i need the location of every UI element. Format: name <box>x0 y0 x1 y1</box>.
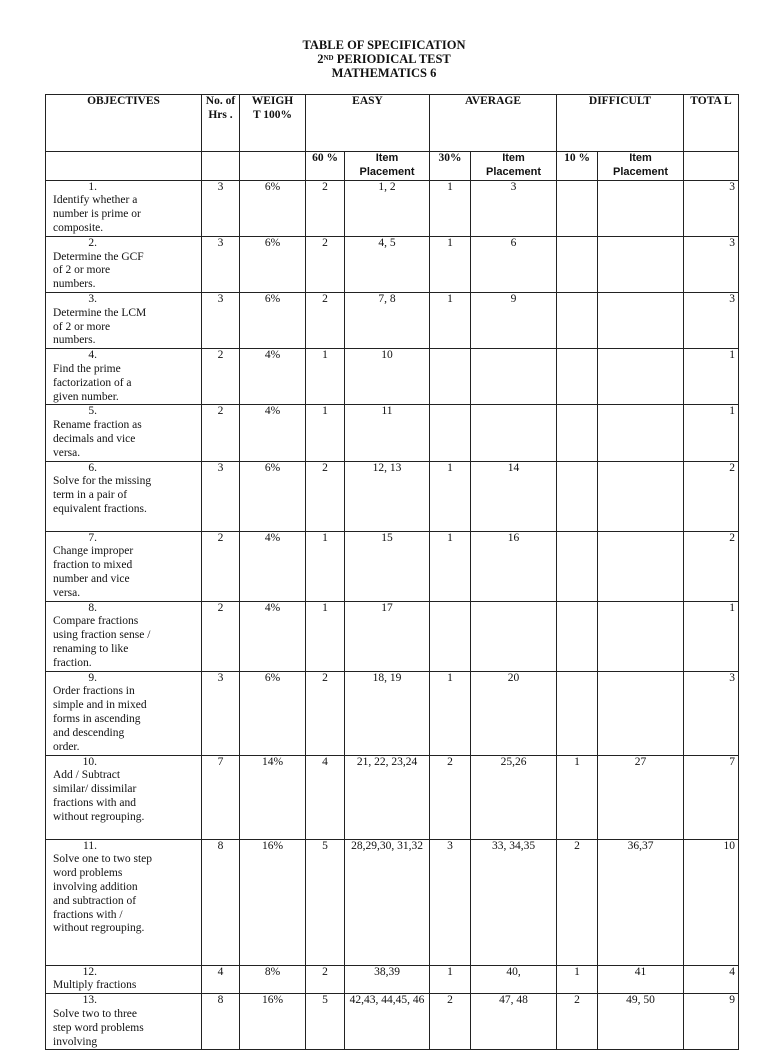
table-row <box>46 755 739 839</box>
difficult-items-cell: 36,37 <box>598 839 684 965</box>
easy-items-cell: 1, 2 <box>345 180 430 236</box>
average-items-cell: 33, 34,35 <box>471 839 557 965</box>
weight-cell: 6% <box>240 671 306 755</box>
objective-number: 3. <box>88 292 97 305</box>
easy-items-cell: 17 <box>345 601 430 671</box>
objective-number: 12. <box>82 965 97 978</box>
average-items-cell: 25,26 <box>471 755 557 839</box>
objective-number: 7. <box>88 531 97 544</box>
hours-cell: 3 <box>202 461 240 531</box>
objective-text: Identify whether a number is prime or composite. <box>53 194 141 234</box>
objective-number: 6. <box>88 461 97 474</box>
easy-count-cell: 1 <box>306 405 345 461</box>
weight-cell: 16% <box>240 839 306 965</box>
average-count-cell: 1 <box>430 180 471 236</box>
average-count-cell: 1 <box>430 292 471 348</box>
specification-table <box>45 94 739 1050</box>
average-items-cell: 6 <box>471 236 557 292</box>
objective-number: 9. <box>88 671 97 684</box>
table-row <box>46 461 739 531</box>
weight-cell: 4% <box>240 601 306 671</box>
difficult-items-cell <box>598 349 684 405</box>
average-items-cell: 16 <box>471 531 557 601</box>
objective-cell <box>46 180 202 236</box>
difficult-items-cell <box>598 180 684 236</box>
objective-text: Find the prime factorization of a given number. <box>53 362 132 403</box>
difficult-header: DIFFICULT <box>557 95 684 152</box>
table-row <box>46 236 739 292</box>
document-title <box>0 38 768 80</box>
objective-cell <box>46 349 202 405</box>
easy-count-cell: 4 <box>306 755 345 839</box>
objective-text: Change improper fraction to mixed number and vice versa. <box>53 545 134 599</box>
table-row <box>46 531 739 601</box>
total-cell: 2 <box>684 531 739 601</box>
average-count-cell: 1 <box>430 236 471 292</box>
weight-cell: 6% <box>240 180 306 236</box>
table-row <box>46 994 739 1050</box>
difficult-items-cell <box>598 601 684 671</box>
objective-text: Multiply fractions <box>53 979 137 992</box>
weight-cell: 16% <box>240 994 306 1050</box>
table-row <box>46 671 739 755</box>
table-row <box>46 965 739 994</box>
objective-number: 1. <box>88 180 97 193</box>
weight-cell: 4% <box>240 405 306 461</box>
title-line-1: TABLE OF SPECIFICATION <box>302 38 466 52</box>
hours-cell: 7 <box>202 755 240 839</box>
title-ordinal-suffix: ND <box>323 54 334 62</box>
easy-placement-header: Item Placement <box>345 152 430 181</box>
weight-cell: 4% <box>240 349 306 405</box>
total-cell: 10 <box>684 839 739 965</box>
table-row <box>46 349 739 405</box>
total-cell: 1 <box>684 349 739 405</box>
objective-number: 2. <box>88 236 97 249</box>
easy-count-cell: 2 <box>306 180 345 236</box>
total-cell: 1 <box>684 405 739 461</box>
difficult-items-cell <box>598 405 684 461</box>
easy-items-cell: 15 <box>345 531 430 601</box>
objective-number: 8. <box>88 601 97 614</box>
total-cell: 9 <box>684 994 739 1050</box>
easy-items-cell: 21, 22, 23,24 <box>345 755 430 839</box>
table-row <box>46 180 739 236</box>
average-items-cell <box>471 405 557 461</box>
average-count-cell: 2 <box>430 755 471 839</box>
table-body <box>46 180 739 1050</box>
easy-count-cell: 5 <box>306 839 345 965</box>
title-ordinal-number: 2 <box>317 52 324 66</box>
difficult-count-cell <box>557 349 598 405</box>
average-count-cell: 1 <box>430 531 471 601</box>
weight-cell: 14% <box>240 755 306 839</box>
difficult-percent-header: 10 % <box>557 152 598 181</box>
objective-text: Solve for the missing term in a pair of equivalent fractions. <box>53 475 152 515</box>
weight-cell: 6% <box>240 292 306 348</box>
difficult-items-cell <box>598 292 684 348</box>
objective-number: 10. <box>82 755 97 768</box>
objective-cell <box>46 405 202 461</box>
objective-cell <box>46 601 202 671</box>
difficult-count-cell: 2 <box>557 839 598 965</box>
hours-cell: 4 <box>202 965 240 994</box>
hours-cell: 2 <box>202 601 240 671</box>
objective-text: Determine the GCF of 2 or more numbers. <box>53 250 144 291</box>
total-header: TOTA L <box>684 95 739 152</box>
total-cell: 3 <box>684 292 739 348</box>
objective-cell <box>46 461 202 531</box>
easy-percent-header: 60 % <box>306 152 345 181</box>
difficult-count-cell <box>557 180 598 236</box>
average-count-cell <box>430 349 471 405</box>
objective-cell <box>46 965 202 994</box>
hours-cell: 3 <box>202 180 240 236</box>
easy-count-cell: 2 <box>306 671 345 755</box>
objective-text: Order fractions in simple and in mixed forms in ascending and descending order. <box>53 685 147 753</box>
objective-cell <box>46 755 202 839</box>
total-cell: 1 <box>684 601 739 671</box>
weight-cell: 6% <box>240 236 306 292</box>
total-cell: 4 <box>684 965 739 994</box>
total-cell: 3 <box>684 671 739 755</box>
objective-cell <box>46 236 202 292</box>
average-count-cell <box>430 405 471 461</box>
total-cell: 3 <box>684 236 739 292</box>
easy-count-cell: 2 <box>306 292 345 348</box>
objective-number: 13. <box>82 994 97 1007</box>
objective-number: 5. <box>88 405 97 418</box>
table-row <box>46 405 739 461</box>
average-count-cell: 1 <box>430 461 471 531</box>
difficult-count-cell <box>557 461 598 531</box>
objective-number: 4. <box>88 349 97 362</box>
hours-cell: 2 <box>202 349 240 405</box>
average-items-cell <box>471 601 557 671</box>
easy-items-cell: 4, 5 <box>345 236 430 292</box>
total-cell: 3 <box>684 180 739 236</box>
easy-count-cell: 2 <box>306 965 345 994</box>
easy-items-cell: 7, 8 <box>345 292 430 348</box>
easy-count-cell: 1 <box>306 349 345 405</box>
objective-cell <box>46 994 202 1050</box>
difficult-count-cell: 1 <box>557 965 598 994</box>
easy-items-cell: 42,43, 44,45, 46 <box>345 994 430 1050</box>
average-count-cell: 2 <box>430 994 471 1050</box>
average-items-cell: 40, <box>471 965 557 994</box>
easy-count-cell: 2 <box>306 236 345 292</box>
hours-cell: 3 <box>202 236 240 292</box>
difficult-items-cell <box>598 531 684 601</box>
difficult-items-cell: 41 <box>598 965 684 994</box>
difficult-items-cell <box>598 671 684 755</box>
objective-text: Compare fractions using fraction sense / renaming to like fraction. <box>53 615 151 669</box>
objectives-header: OBJECTIVES <box>46 95 202 152</box>
difficult-count-cell <box>557 405 598 461</box>
difficult-count-cell <box>557 601 598 671</box>
difficult-items-cell <box>598 461 684 531</box>
average-count-cell: 1 <box>430 671 471 755</box>
hours-cell: 2 <box>202 405 240 461</box>
easy-items-cell: 38,39 <box>345 965 430 994</box>
easy-count-cell: 1 <box>306 601 345 671</box>
objective-cell <box>46 671 202 755</box>
difficult-placement-header: Item Placement <box>598 152 684 181</box>
difficult-items-cell <box>598 236 684 292</box>
hours-header: No. of Hrs . <box>202 95 240 152</box>
title-test-name: PERIODICAL TEST <box>333 52 451 66</box>
hours-cell: 2 <box>202 531 240 601</box>
table-row <box>46 601 739 671</box>
easy-items-cell: 28,29,30, 31,32 <box>345 839 430 965</box>
hours-cell: 8 <box>202 839 240 965</box>
subheader-row <box>46 152 739 181</box>
average-items-cell: 20 <box>471 671 557 755</box>
average-percent-header: 30% <box>430 152 471 181</box>
easy-items-cell: 12, 13 <box>345 461 430 531</box>
easy-items-cell: 10 <box>345 349 430 405</box>
average-items-cell: 14 <box>471 461 557 531</box>
difficult-count-cell: 1 <box>557 755 598 839</box>
average-items-cell: 9 <box>471 292 557 348</box>
header-row <box>46 95 739 152</box>
average-count-cell: 1 <box>430 965 471 994</box>
average-header: AVERAGE <box>430 95 557 152</box>
objective-text: Solve two to three step word problems involving <box>53 1007 144 1048</box>
average-count-cell <box>430 601 471 671</box>
objective-cell <box>46 839 202 965</box>
weight-header: WEIGH T 100% <box>240 95 306 152</box>
weight-cell: 4% <box>240 531 306 601</box>
difficult-count-cell <box>557 671 598 755</box>
difficult-items-cell: 27 <box>598 755 684 839</box>
objective-cell <box>46 531 202 601</box>
average-items-cell: 3 <box>471 180 557 236</box>
objective-text: Rename fraction as decimals and vice versa. <box>53 419 142 459</box>
average-placement-header: Item Placement <box>471 152 557 181</box>
easy-items-cell: 11 <box>345 405 430 461</box>
hours-cell: 3 <box>202 671 240 755</box>
objective-text: Add / Subtract similar/ dissimilar fractions with and without regrouping. <box>53 769 145 823</box>
difficult-count-cell: 2 <box>557 994 598 1050</box>
objective-number: 11. <box>83 839 97 852</box>
objective-text: Determine the LCM of 2 or more numbers. <box>53 306 147 347</box>
easy-header: EASY <box>306 95 430 152</box>
easy-count-cell: 2 <box>306 461 345 531</box>
average-items-cell <box>471 349 557 405</box>
table-row <box>46 292 739 348</box>
weight-cell: 6% <box>240 461 306 531</box>
weight-cell: 8% <box>240 965 306 994</box>
difficult-items-cell: 49, 50 <box>598 994 684 1050</box>
difficult-count-cell <box>557 531 598 601</box>
total-cell: 7 <box>684 755 739 839</box>
hours-cell: 3 <box>202 292 240 348</box>
table-row <box>46 839 739 965</box>
difficult-count-cell <box>557 292 598 348</box>
title-line-3: MATHEMATICS 6 <box>331 66 437 80</box>
objective-cell <box>46 292 202 348</box>
average-items-cell: 47, 48 <box>471 994 557 1050</box>
easy-items-cell: 18, 19 <box>345 671 430 755</box>
title-line-2 <box>0 52 768 66</box>
easy-count-cell: 5 <box>306 994 345 1050</box>
easy-count-cell: 1 <box>306 531 345 601</box>
total-cell: 2 <box>684 461 739 531</box>
hours-cell: 8 <box>202 994 240 1050</box>
difficult-count-cell <box>557 236 598 292</box>
average-count-cell: 3 <box>430 839 471 965</box>
objective-text: Solve one to two step word problems involving addition and subtraction of fractions with / without regrouping. <box>53 853 153 935</box>
